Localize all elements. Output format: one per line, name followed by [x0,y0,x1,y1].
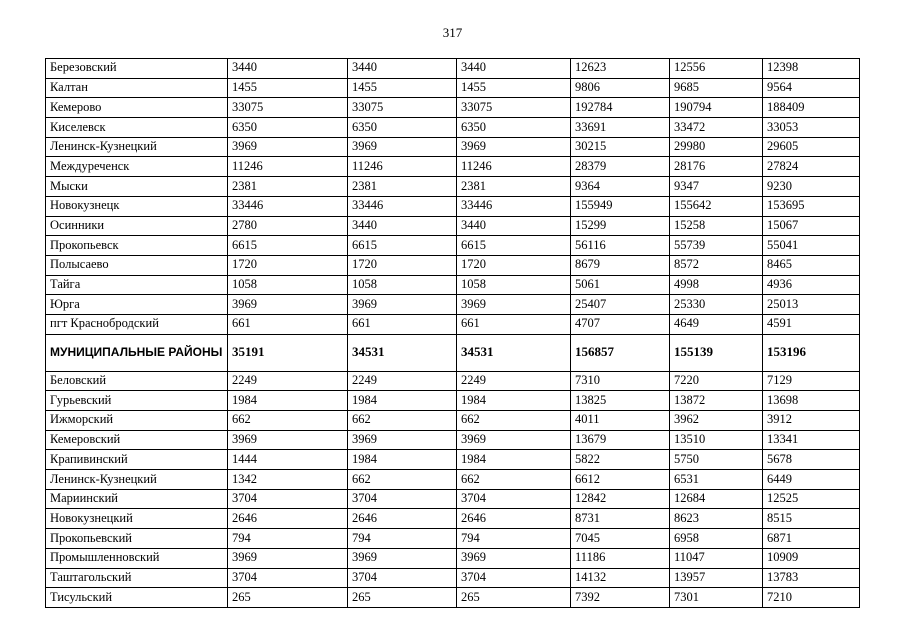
value-cell: 4936 [763,275,860,295]
value-cell: 6612 [571,470,670,490]
value-cell: 2646 [228,509,348,529]
value-cell: 3969 [457,430,571,450]
value-cell: 153196 [763,334,860,371]
value-cell: 9685 [670,78,763,98]
value-cell: 11186 [571,548,670,568]
value-cell: 12525 [763,489,860,509]
value-cell: 8731 [571,509,670,529]
row-name-cell: МУНИЦИПАЛЬНЫЕ РАЙОНЫ [46,334,228,371]
value-cell: 3704 [348,568,457,588]
table-row [46,411,860,431]
table-row [46,118,860,138]
value-cell: 3969 [228,430,348,450]
row-name-cell: Таштагольский [46,568,228,588]
table-row [46,78,860,98]
value-cell: 13679 [571,430,670,450]
value-cell: 192784 [571,98,670,118]
value-cell: 9806 [571,78,670,98]
row-name-cell: Калтан [46,78,228,98]
value-cell: 1058 [348,275,457,295]
value-cell: 155949 [571,196,670,216]
table-row [46,295,860,315]
value-cell: 12684 [670,489,763,509]
value-cell: 2646 [457,509,571,529]
value-cell: 2381 [348,177,457,197]
value-cell: 1720 [457,255,571,275]
value-cell: 13341 [763,430,860,450]
table-row [46,177,860,197]
table-row [46,196,860,216]
row-name-cell: Юрга [46,295,228,315]
row-name-cell: Ленинск-Кузнецкий [46,470,228,490]
value-cell: 15299 [571,216,670,236]
row-name-cell: Осинники [46,216,228,236]
value-cell: 7045 [571,529,670,549]
value-cell: 661 [348,314,457,334]
value-cell: 4649 [670,314,763,334]
table-row [46,255,860,275]
row-name-cell: Прокопьевск [46,236,228,256]
value-cell: 1342 [228,470,348,490]
table-row [46,275,860,295]
row-name-cell: Полысаево [46,255,228,275]
value-cell: 153695 [763,196,860,216]
row-name-cell: Ижморский [46,411,228,431]
section-row [46,334,860,371]
table-row [46,430,860,450]
value-cell: 3704 [457,489,571,509]
row-name-cell: Новокузнецкий [46,509,228,529]
value-cell: 794 [228,529,348,549]
value-cell: 2249 [348,371,457,391]
value-cell: 12556 [670,59,763,79]
value-cell: 8679 [571,255,670,275]
value-cell: 15067 [763,216,860,236]
value-cell: 56116 [571,236,670,256]
value-cell: 4591 [763,314,860,334]
value-cell: 15258 [670,216,763,236]
value-cell: 3440 [348,216,457,236]
table-row [46,529,860,549]
row-name-cell: Гурьевский [46,391,228,411]
value-cell: 3440 [457,59,571,79]
value-cell: 55041 [763,236,860,256]
row-name-cell: Междуреченск [46,157,228,177]
row-name-cell: Новокузнецк [46,196,228,216]
value-cell: 1984 [457,391,571,411]
table-row [46,98,860,118]
value-cell: 3704 [457,568,571,588]
value-cell: 190794 [670,98,763,118]
value-cell: 7310 [571,371,670,391]
value-cell: 13510 [670,430,763,450]
value-cell: 2249 [457,371,571,391]
value-cell: 14132 [571,568,670,588]
value-cell: 2646 [348,509,457,529]
value-cell: 3440 [228,59,348,79]
value-cell: 794 [457,529,571,549]
row-name-cell: Мариинский [46,489,228,509]
table-row [46,489,860,509]
value-cell: 1720 [348,255,457,275]
value-cell: 662 [228,411,348,431]
value-cell: 8623 [670,509,763,529]
value-cell: 9564 [763,78,860,98]
value-cell: 6531 [670,470,763,490]
value-cell: 28176 [670,157,763,177]
value-cell: 9364 [571,177,670,197]
value-cell: 2381 [228,177,348,197]
value-cell: 1984 [348,450,457,470]
value-cell: 8572 [670,255,763,275]
value-cell: 1455 [457,78,571,98]
table-row [46,236,860,256]
value-cell: 2249 [228,371,348,391]
value-cell: 1058 [457,275,571,295]
value-cell: 6350 [228,118,348,138]
value-cell: 11246 [348,157,457,177]
value-cell: 6350 [457,118,571,138]
value-cell: 2780 [228,216,348,236]
value-cell: 55739 [670,236,763,256]
value-cell: 662 [457,411,571,431]
row-name-cell: Киселевск [46,118,228,138]
table-row [46,371,860,391]
value-cell: 1455 [348,78,457,98]
row-name-cell: Березовский [46,59,228,79]
row-name-cell: Ленинск-Кузнецкий [46,137,228,157]
value-cell: 3969 [228,295,348,315]
value-cell: 3969 [228,137,348,157]
value-cell: 3969 [457,295,571,315]
table-row [46,470,860,490]
value-cell: 30215 [571,137,670,157]
value-cell: 1058 [228,275,348,295]
value-cell: 35191 [228,334,348,371]
value-cell: 11246 [228,157,348,177]
value-cell: 3962 [670,411,763,431]
value-cell: 265 [348,588,457,608]
table-row [46,588,860,608]
value-cell: 6615 [457,236,571,256]
value-cell: 33446 [457,196,571,216]
row-name-cell: Тайга [46,275,228,295]
value-cell: 265 [457,588,571,608]
value-cell: 3969 [348,548,457,568]
value-cell: 7392 [571,588,670,608]
table-body [46,59,860,608]
table-row [46,137,860,157]
value-cell: 6449 [763,470,860,490]
value-cell: 3969 [348,137,457,157]
value-cell: 662 [348,411,457,431]
value-cell: 6871 [763,529,860,549]
value-cell: 25330 [670,295,763,315]
value-cell: 34531 [348,334,457,371]
value-cell: 11246 [457,157,571,177]
value-cell: 661 [457,314,571,334]
table-row [46,59,860,79]
value-cell: 27824 [763,157,860,177]
value-cell: 7220 [670,371,763,391]
value-cell: 3969 [457,137,571,157]
value-cell: 12398 [763,59,860,79]
value-cell: 2381 [457,177,571,197]
value-cell: 156857 [571,334,670,371]
value-cell: 7210 [763,588,860,608]
value-cell: 33053 [763,118,860,138]
value-cell: 155642 [670,196,763,216]
value-cell: 662 [457,470,571,490]
value-cell: 1984 [457,450,571,470]
value-cell: 3440 [348,59,457,79]
row-name-cell: пгт Краснобродский [46,314,228,334]
row-name-cell: Мыски [46,177,228,197]
value-cell: 3704 [348,489,457,509]
value-cell: 4998 [670,275,763,295]
value-cell: 13698 [763,391,860,411]
table-row [46,548,860,568]
row-name-cell: Кемеровский [46,430,228,450]
row-name-cell: Крапивинский [46,450,228,470]
value-cell: 3704 [228,489,348,509]
value-cell: 9347 [670,177,763,197]
value-cell: 10909 [763,548,860,568]
value-cell: 5750 [670,450,763,470]
value-cell: 6615 [348,236,457,256]
value-cell: 13783 [763,568,860,588]
value-cell: 1984 [228,391,348,411]
value-cell: 662 [348,470,457,490]
value-cell: 794 [348,529,457,549]
value-cell: 6615 [228,236,348,256]
value-cell: 28379 [571,157,670,177]
value-cell: 3969 [348,430,457,450]
value-cell: 33075 [228,98,348,118]
value-cell: 6350 [348,118,457,138]
value-cell: 1720 [228,255,348,275]
value-cell: 33446 [348,196,457,216]
value-cell: 5061 [571,275,670,295]
value-cell: 8515 [763,509,860,529]
value-cell: 155139 [670,334,763,371]
row-name-cell: Тисульский [46,588,228,608]
value-cell: 5678 [763,450,860,470]
value-cell: 3969 [348,295,457,315]
value-cell: 3912 [763,411,860,431]
table-row [46,157,860,177]
value-cell: 4011 [571,411,670,431]
value-cell: 9230 [763,177,860,197]
value-cell: 7301 [670,588,763,608]
value-cell: 13872 [670,391,763,411]
table-row [46,216,860,236]
page-number: 317 [442,25,463,40]
value-cell: 7129 [763,371,860,391]
value-cell: 4707 [571,314,670,334]
value-cell: 3969 [457,548,571,568]
value-cell: 1984 [348,391,457,411]
value-cell: 33691 [571,118,670,138]
data-table [45,58,860,608]
value-cell: 12842 [571,489,670,509]
value-cell: 25407 [571,295,670,315]
value-cell: 11047 [670,548,763,568]
value-cell: 661 [228,314,348,334]
value-cell: 33472 [670,118,763,138]
value-cell: 188409 [763,98,860,118]
row-name-cell: Промышленновский [46,548,228,568]
value-cell: 12623 [571,59,670,79]
value-cell: 33075 [348,98,457,118]
table-row [46,314,860,334]
row-name-cell: Прокопьевский [46,529,228,549]
value-cell: 25013 [763,295,860,315]
table-row [46,450,860,470]
value-cell: 33446 [228,196,348,216]
value-cell: 265 [228,588,348,608]
value-cell: 34531 [457,334,571,371]
row-name-cell: Кемерово [46,98,228,118]
value-cell: 1455 [228,78,348,98]
value-cell: 29605 [763,137,860,157]
value-cell: 33075 [457,98,571,118]
table-row [46,568,860,588]
table-row [46,391,860,411]
row-name-cell: Беловский [46,371,228,391]
value-cell: 8465 [763,255,860,275]
value-cell: 3440 [457,216,571,236]
value-cell: 3969 [228,548,348,568]
value-cell: 13957 [670,568,763,588]
value-cell: 13825 [571,391,670,411]
value-cell: 6958 [670,529,763,549]
value-cell: 3704 [228,568,348,588]
value-cell: 1444 [228,450,348,470]
table-row [46,509,860,529]
value-cell: 5822 [571,450,670,470]
value-cell: 29980 [670,137,763,157]
